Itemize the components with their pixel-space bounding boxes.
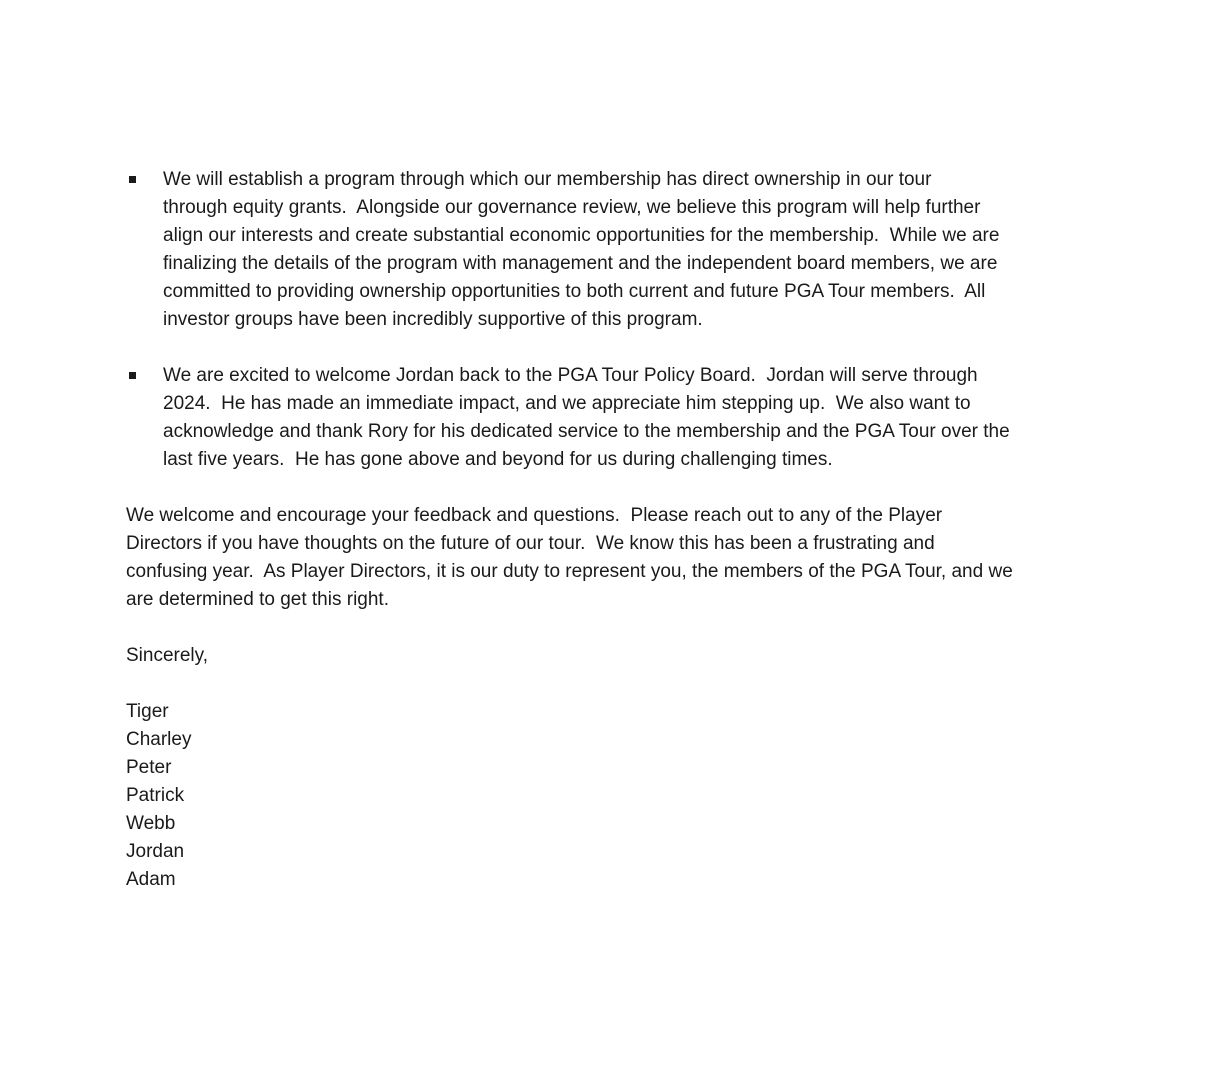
bullet-square-icon — [129, 176, 136, 183]
bullet-line: 2024. He has made an immediate impact, and we appreciate him stepping up. We also want to — [163, 393, 971, 414]
signature-name: Jordan — [126, 841, 185, 862]
signature-name: Patrick — [126, 785, 185, 806]
closing-paragraph — [126, 502, 1186, 614]
bullet-list — [126, 166, 1186, 474]
bullet-item — [126, 362, 1186, 474]
closing-line: Directors if you have thoughts on the future of our tour. We know this has been a frustrating and — [126, 533, 935, 554]
bullet-line: through equity grants. Alongside our governance review, we believe this program will help further — [163, 197, 981, 218]
signature-name: Charley — [126, 729, 192, 750]
closing-line: confusing year. As Player Directors, it is our duty to represent you, the members of the PGA Tour, and we — [126, 561, 1013, 582]
bullet-line: acknowledge and thank Rory for his dedicated service to the membership and the PGA Tour over the — [163, 421, 1010, 442]
bullet-line: We will establish a program through which our membership has direct ownership in our tour — [163, 169, 932, 190]
signature-name: Webb — [126, 813, 176, 834]
bullet-paragraph — [163, 166, 1186, 334]
bullet-line: finalizing the details of the program with management and the independent board members, we are — [163, 253, 998, 274]
signoff: Sincerely, — [126, 645, 209, 666]
bullet-line: committed to providing ownership opportunities to both current and future PGA Tour members. All — [163, 281, 986, 302]
closing-line: are determined to get this right. — [126, 589, 389, 610]
closing-line: We welcome and encourage your feedback and questions. Please reach out to any of the Player — [126, 505, 943, 526]
signature-name: Tiger — [126, 701, 169, 722]
bullet-item — [126, 166, 1186, 334]
bullet-line: align our interests and create substantial economic opportunities for the membership. While we are — [163, 225, 1000, 246]
bullet-line: investor groups have been incredibly supportive of this program. — [163, 309, 703, 330]
signature-name: Adam — [126, 869, 176, 890]
bullet-paragraph — [163, 362, 1186, 474]
bullet-square-icon — [129, 372, 136, 379]
signature-list — [126, 698, 1186, 894]
bullet-line: We are excited to welcome Jordan back to the PGA Tour Policy Board. Jordan will serve through — [163, 365, 978, 386]
letter-body — [126, 166, 1186, 894]
bullet-line: last five years. He has gone above and beyond for us during challenging times. — [163, 449, 833, 470]
signature-name: Peter — [126, 757, 172, 778]
